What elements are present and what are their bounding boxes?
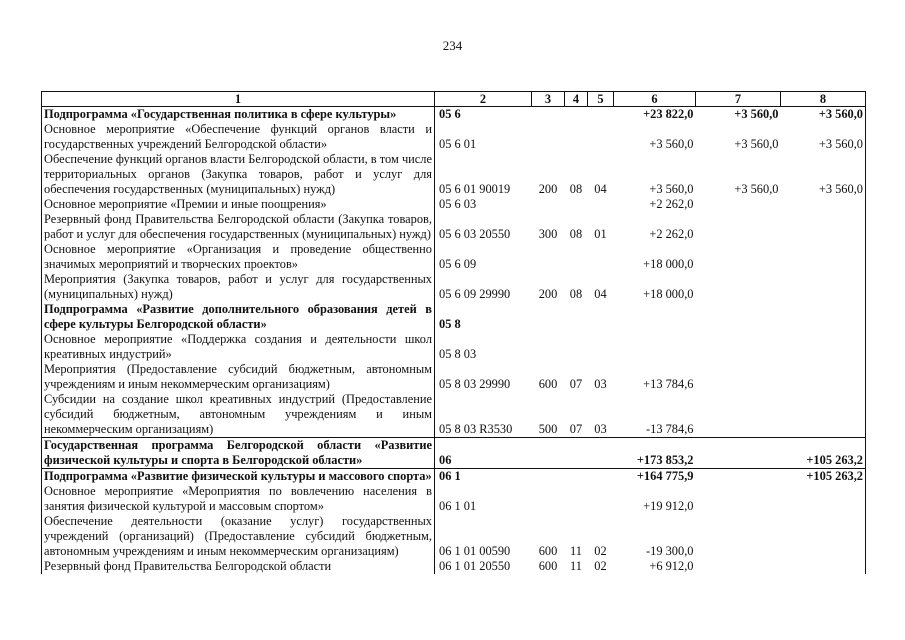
table-row <box>42 514 866 559</box>
cell-amount-1: +23 822,0 <box>643 107 694 121</box>
cell-amount-1 <box>614 302 696 332</box>
cell-code: 06 1 <box>435 469 532 485</box>
cell-subsection: 04 <box>594 182 607 196</box>
cell-subsection <box>588 332 614 362</box>
cell-section: 08 <box>569 182 583 196</box>
cell-section <box>565 107 588 123</box>
cell-description: Основное мероприятие «Премии и иные поощрения» <box>42 197 435 212</box>
cell-section <box>565 484 588 514</box>
cell-subsection: 02 <box>594 544 607 558</box>
table-row <box>42 559 866 574</box>
cell-subsection <box>588 484 614 514</box>
table-row <box>42 272 866 302</box>
cell-amount-2 <box>696 559 781 574</box>
column-header-2: 2 <box>435 92 532 107</box>
cell-code: 05 6 03 20550 <box>439 227 511 241</box>
cell-amount-2 <box>696 197 781 212</box>
column-header-3: 3 <box>532 92 565 107</box>
table-body <box>42 107 866 575</box>
table-row <box>42 392 866 438</box>
cell-type <box>532 107 565 123</box>
cell-section <box>565 438 588 469</box>
table-row <box>42 212 866 242</box>
cell-subsection <box>588 107 614 123</box>
cell-code: 05 6 09 <box>439 257 477 271</box>
cell-amount-2 <box>696 514 781 559</box>
cell-type: 300 <box>538 227 558 241</box>
cell-type <box>532 332 565 362</box>
cell-description: Мероприятия (Закупка товаров, работ и услуг для государственных (муниципальных) нужд) <box>42 272 435 302</box>
cell-section <box>565 332 588 362</box>
cell-description: Субсидии на создание школ креативных индустрий (Предоставление субсидий бюджетным, автономным учреждениям и иным некоммерческим организациям) <box>42 392 435 438</box>
cell-amount-1: +3 560,0 <box>649 137 694 151</box>
cell-amount-3 <box>781 302 866 332</box>
cell-subsection: 02 <box>594 559 607 573</box>
cell-amount-2: +3 560,0 <box>734 107 779 121</box>
cell-description: Основное мероприятие «Обеспечение функций органов власти и государственных учреждений Белгородской области» <box>42 122 435 152</box>
cell-amount-2 <box>696 272 781 302</box>
cell-amount-2 <box>696 392 781 438</box>
cell-amount-1: -19 300,0 <box>646 544 694 558</box>
cell-amount-3 <box>781 242 866 272</box>
cell-type <box>532 302 565 332</box>
cell-amount-1: +13 784,6 <box>643 377 694 391</box>
cell-type <box>532 197 565 212</box>
cell-description: Государственная программа Белгородской области «Развитие физической культуры и спорта в Белгородской области» <box>42 438 435 469</box>
cell-type: 600 <box>538 559 558 573</box>
table-row <box>42 332 866 362</box>
cell-amount-2 <box>696 438 781 469</box>
column-header-8: 8 <box>781 92 866 107</box>
column-header-5: 5 <box>588 92 614 107</box>
cell-amount-1: -13 784,6 <box>646 422 694 436</box>
cell-type: 200 <box>538 287 558 301</box>
cell-amount-3: +3 560,0 <box>781 107 866 123</box>
cell-type <box>532 242 565 272</box>
cell-amount-1: +2 262,0 <box>649 197 694 211</box>
cell-amount-2 <box>696 469 781 485</box>
cell-amount-3 <box>781 362 866 392</box>
table-row <box>42 107 866 123</box>
cell-amount-2 <box>696 332 781 362</box>
cell-code: 05 8 03 <box>439 347 477 361</box>
table-row <box>42 362 866 392</box>
cell-code: 05 6 01 <box>439 137 477 151</box>
cell-code: 06 1 01 20550 <box>439 559 511 573</box>
table-row <box>42 122 866 152</box>
cell-amount-1: +173 853,2 <box>614 438 696 469</box>
cell-subsection: 01 <box>594 227 607 241</box>
cell-section: 08 <box>569 227 583 241</box>
cell-amount-2: +3 560,0 <box>734 137 779 151</box>
cell-section <box>565 242 588 272</box>
table-row <box>42 242 866 272</box>
cell-subsection <box>588 122 614 152</box>
cell-code: 05 6 <box>439 107 461 121</box>
cell-section: 07 <box>569 422 583 436</box>
cell-amount-3 <box>781 514 866 559</box>
cell-amount-3 <box>781 212 866 242</box>
table-row <box>42 469 866 485</box>
cell-amount-3 <box>781 197 866 212</box>
cell-section <box>565 469 588 485</box>
cell-type <box>532 122 565 152</box>
cell-type: 200 <box>538 182 558 196</box>
table-row <box>42 152 866 197</box>
cell-amount-3: +105 263,2 <box>781 438 866 469</box>
cell-type <box>532 438 565 469</box>
cell-section: 08 <box>569 287 583 301</box>
cell-amount-2 <box>696 484 781 514</box>
cell-code: 06 <box>435 438 532 469</box>
cell-subsection: 03 <box>594 377 607 391</box>
cell-amount-3: +3 560,0 <box>781 122 866 152</box>
cell-subsection <box>588 242 614 272</box>
cell-subsection: 04 <box>594 287 607 301</box>
cell-description: Обеспечение деятельности (оказание услуг) государственных учреждений (организаций) (Предоставление субсидий бюджетным, автономным учреждениям и иным некоммерческим организациям) <box>42 514 435 559</box>
cell-subsection <box>588 438 614 469</box>
cell-amount-3 <box>781 272 866 302</box>
cell-description: Основное мероприятие «Поддержка создания и деятельности школ креативных индустрий» <box>42 332 435 362</box>
cell-description: Подпрограмма «Развитие дополнительного образования детей в сфере культуры Белгородской области» <box>42 302 435 332</box>
cell-code: 05 8 03 29990 <box>439 377 511 391</box>
cell-description: Основное мероприятие «Мероприятия по вовлечению населения в занятия физической культурой и массовым спортом» <box>42 484 435 514</box>
cell-section: 07 <box>569 377 583 391</box>
cell-type: 500 <box>538 422 558 436</box>
cell-type: 600 <box>538 544 558 558</box>
cell-subsection: 03 <box>594 422 607 436</box>
cell-description: Подпрограмма «Развитие физической культуры и массового спорта» <box>42 469 435 485</box>
cell-amount-1: +18 000,0 <box>643 287 694 301</box>
cell-description: Резервный фонд Правительства Белгородской области (Закупка товаров, работ и услуг для обеспечения государственных (муниципальных) нужд) <box>42 212 435 242</box>
cell-subsection <box>588 469 614 485</box>
cell-description: Обеспечение функций органов власти Белгородской области, в том числе территориальных органов (Закупка товаров, работ и услуг для обеспечения государственных (муниципальных) нужд) <box>42 152 435 197</box>
cell-amount-2 <box>696 242 781 272</box>
cell-code: 06 1 01 00590 <box>439 544 511 558</box>
cell-type: 600 <box>538 377 558 391</box>
cell-code: 05 6 03 <box>439 197 477 211</box>
cell-amount-3 <box>781 392 866 438</box>
table-row <box>42 438 866 469</box>
table-row <box>42 197 866 212</box>
column-header-1: 1 <box>42 92 435 107</box>
table-header-row <box>42 92 866 107</box>
cell-amount-1: +18 000,0 <box>643 257 694 271</box>
cell-description: Подпрограмма «Государственная политика в сфере культуры» <box>42 107 435 123</box>
cell-code: 05 8 03 R3530 <box>439 422 513 436</box>
budget-table <box>41 91 866 574</box>
cell-amount-3 <box>781 559 866 574</box>
cell-description: Мероприятия (Предоставление субсидий бюджетным, автономным учреждениям и иным некоммерческим организациям) <box>42 362 435 392</box>
cell-code: 05 6 01 90019 <box>439 182 511 196</box>
cell-code: 05 6 09 29990 <box>439 287 511 301</box>
cell-subsection <box>588 197 614 212</box>
cell-amount-2 <box>696 212 781 242</box>
cell-code: 05 8 <box>439 317 461 331</box>
cell-section: 11 <box>570 559 582 573</box>
cell-section <box>565 197 588 212</box>
cell-amount-2: +3 560,0 <box>734 182 779 196</box>
cell-description: Резервный фонд Правительства Белгородской области <box>42 559 435 574</box>
cell-amount-2 <box>696 362 781 392</box>
cell-type <box>532 469 565 485</box>
column-header-7: 7 <box>696 92 781 107</box>
cell-amount-1 <box>614 332 696 362</box>
cell-amount-3 <box>781 332 866 362</box>
column-header-4: 4 <box>565 92 588 107</box>
cell-section <box>565 122 588 152</box>
column-header-6: 6 <box>614 92 696 107</box>
cell-section: 11 <box>570 544 582 558</box>
cell-amount-1: +164 775,9 <box>614 469 696 485</box>
cell-amount-3: +3 560,0 <box>781 152 866 197</box>
cell-type <box>532 484 565 514</box>
table-row <box>42 484 866 514</box>
cell-amount-1: +6 912,0 <box>649 559 694 573</box>
cell-description: Основное мероприятие «Организация и проведение общественно значимых мероприятий и творческих проектов» <box>42 242 435 272</box>
cell-code: 06 1 01 <box>439 499 477 513</box>
cell-amount-1: +3 560,0 <box>649 182 694 196</box>
table-row <box>42 302 866 332</box>
cell-section <box>565 302 588 332</box>
cell-amount-3: +105 263,2 <box>781 469 866 485</box>
cell-amount-1: +2 262,0 <box>649 227 694 241</box>
cell-amount-1: +19 912,0 <box>643 499 694 513</box>
cell-amount-2 <box>696 302 781 332</box>
cell-subsection <box>588 302 614 332</box>
page-number: 234 <box>442 38 463 53</box>
cell-amount-3 <box>781 484 866 514</box>
